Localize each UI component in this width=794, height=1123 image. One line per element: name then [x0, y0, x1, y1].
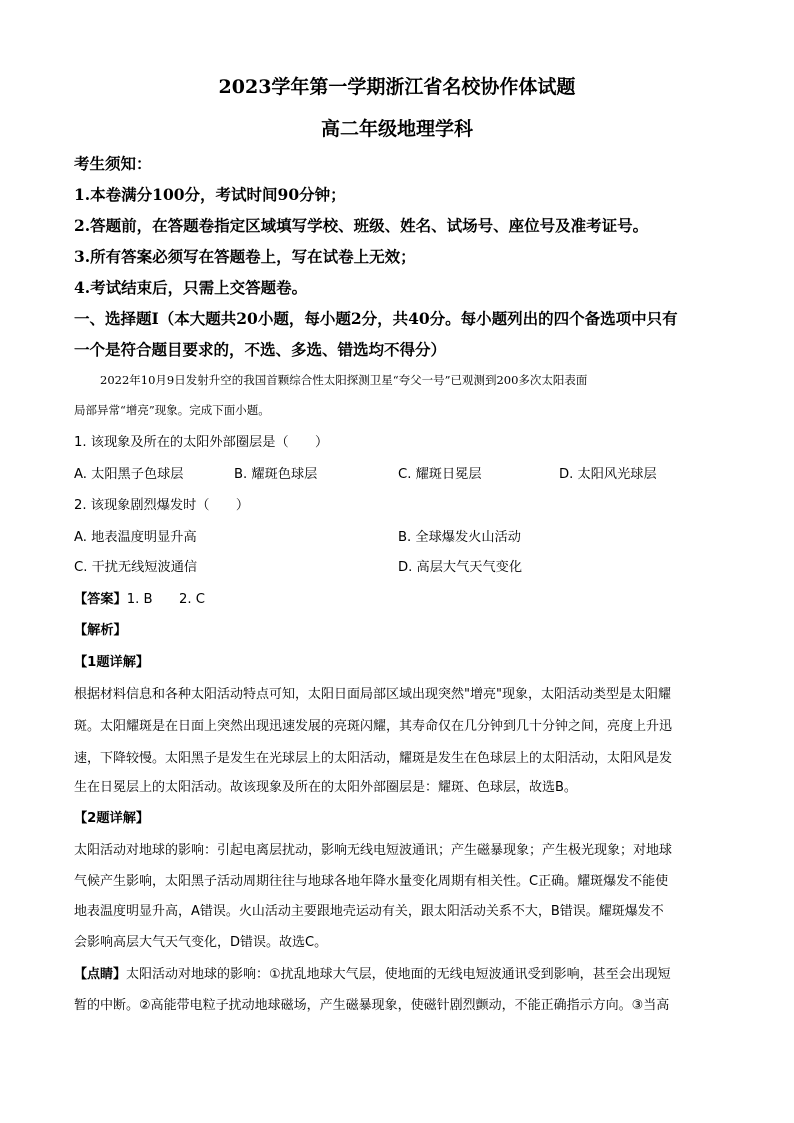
- notice-item-1: 1.本卷满分100分，考试时间90分钟；: [74, 185, 346, 204]
- detail-2-line-4: 会影响高层大气天气变化，D错误。故选C。: [74, 935, 328, 950]
- question-2-stem: 2. 该现象剧烈爆发时（ ）: [74, 498, 250, 513]
- detail-1-line-4: 生在日冕层上的太阳活动。故该现象及所在的太阳外部圈层是：耀斑、色球层，故选B。: [74, 780, 577, 795]
- material-line-2: 局部异常“增亮”现象。完成下面小题。: [74, 403, 270, 417]
- answer-tag: 【答案】: [74, 592, 127, 607]
- highlight-line-1: [74, 963, 720, 982]
- highlight-line-2: 暂的中断。②高能带电粒子扰动地球磁场，产生磁暴现象，使磁针剧烈颤动，不能正确指示方向。③当高: [74, 998, 670, 1013]
- section-heading-line-2: 一个是符合题目要求的，不选、多选、错选均不得分）: [74, 340, 447, 359]
- q2-option-a: A. 地表温度明显升高: [74, 530, 197, 545]
- notice-item-2: 2.答题前，在答题卷指定区域填写学校、班级、姓名、试场号、座位号及准考证号。: [74, 216, 649, 235]
- detail-2-line-1: 太阳活动对地球的影响：引起电离层扰动，影响无线电短波通讯；产生磁暴现象；产生极光现象；对地球: [74, 843, 673, 858]
- q1-option-b: B. 耀斑色球层: [234, 467, 318, 482]
- highlight-text-1: 太阳活动对地球的影响：①扰乱地球大气层，使地面的无线电短波通讯受到影响，甚至会出现短: [126, 967, 671, 982]
- detail-1-line-1: 根据材料信息和各种太阳活动特点可知，太阳日面局部区域出现突然"增亮"现象，太阳活动类型是太阳耀: [74, 687, 671, 702]
- q1-option-d: D. 太阳风光球层: [559, 467, 657, 482]
- exam-subtitle: 高二年级地理学科: [320, 118, 473, 140]
- notice-heading: 考生须知：: [74, 154, 152, 173]
- detail-2-line-2: 气候产生影响，太阳黑子活动周期往往与地球各地年降水量变化周期有相关性。C正确。耀斑爆发不能使: [74, 874, 669, 889]
- q2-option-c: C. 干扰无线短波通信: [74, 560, 198, 575]
- highlight-tag: 【点睛】: [74, 967, 127, 982]
- exam-title: 2023学年第一学期浙江省名校协作体试题: [218, 76, 576, 98]
- notice-item-3: 3.所有答案必须写在答题卷上，写在试卷上无效；: [74, 247, 416, 266]
- analysis-tag: 【解析】: [74, 623, 127, 638]
- detail-2-line-3: 地表温度明显升高，A错误。火山活动主要跟地壳运动有关，跟太阳活动关系不大，B错误。耀斑爆发不: [74, 904, 664, 919]
- q2-option-d: D. 高层大气天气变化: [398, 560, 523, 575]
- detail-1-line-3: 速，下降较慢。太阳黑子是发生在光球层上的太阳活动，耀斑是发生在色球层上的太阳活动，太阳风是发: [74, 751, 673, 766]
- notice-item-4: 4.考试结束后，只需上交答题卷。: [74, 278, 308, 297]
- section-heading-line-1: 一、选择题Ⅰ（本大题共20小题，每小题2分，共40分。每小题列出的四个备选项中只有: [74, 309, 678, 328]
- question-1-stem: 1. 该现象及所在的太阳外部圈层是（ ）: [74, 435, 329, 450]
- q1-option-c: C. 耀斑日冕层: [398, 467, 482, 482]
- q2-option-b: B. 全球爆发火山活动: [398, 530, 521, 545]
- detail-1-tag: 【1题详解】: [74, 655, 150, 670]
- material-line-1: 2022年10月9日发射升空的我国首颗综合性太阳探测卫星“夸父一号”已观测到200多次太阳表面: [100, 373, 588, 387]
- answer-line: [74, 588, 205, 607]
- detail-2-tag: 【2题详解】: [74, 811, 150, 826]
- q1-option-a: A. 太阳黑子色球层: [74, 467, 184, 482]
- answer-text: 1. B 2. C: [126, 592, 205, 607]
- detail-1-line-2: 斑。太阳耀斑是在日面上突然出现迅速发展的亮斑闪耀，其寿命仅在几分钟到几十分钟之间，亮度上升迅: [74, 719, 673, 734]
